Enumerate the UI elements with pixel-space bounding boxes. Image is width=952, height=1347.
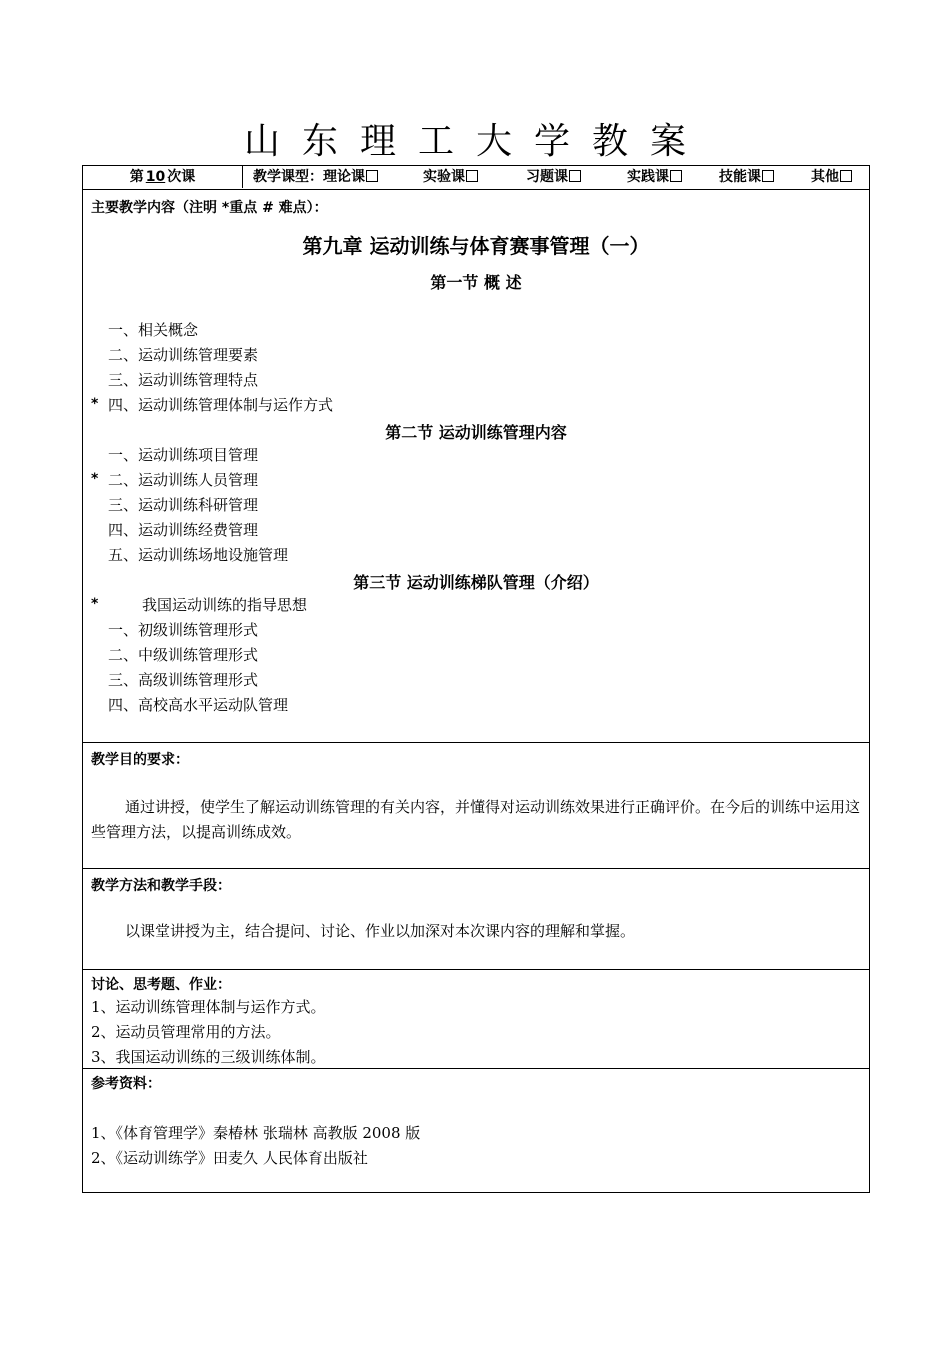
list-item: 一、运动训练项目管理 <box>108 446 259 464</box>
list-item: 二、运动训练人员管理 <box>108 471 259 489</box>
main-content-section <box>83 190 869 743</box>
methods-text: 以课堂讲授为主，结合提问、讨论、作业以加深对本次课内容的理解和掌握。 <box>125 922 636 940</box>
header-row <box>83 166 869 190</box>
option-practice <box>627 166 682 188</box>
chapter-title: 第九章 运动训练与体育赛事管理（一） <box>302 234 650 258</box>
list-item: 三、运动训练科研管理 <box>108 496 259 514</box>
objectives-text: 通过讲授，使学生了解运动训练管理的有关内容，并懂得对运动训练效果进行正确评价。在今后的训练中运用这些管理方法，以提高训练成效。 <box>91 798 861 841</box>
list-item: 二、中级训练管理形式 <box>108 646 259 664</box>
homework-item: 1、运动训练管理体制与运作方式。 <box>91 998 326 1016</box>
list-item: 二、运动训练管理要素 <box>108 346 259 364</box>
reference-item: 2、《运动训练学》田麦久 人民体育出版社 <box>91 1149 368 1167</box>
other-checkbox[interactable] <box>840 170 852 182</box>
option-label: 实验课 <box>423 169 465 185</box>
option-lab <box>423 166 478 188</box>
skill-checkbox[interactable] <box>762 170 774 182</box>
course-type <box>253 166 378 188</box>
lesson-plan-table <box>82 165 870 1193</box>
homework-section <box>83 970 869 1069</box>
practice-checkbox[interactable] <box>670 170 682 182</box>
lesson-number-cell <box>83 166 243 188</box>
homework-item: 3、我国运动训练的三级训练体制。 <box>91 1048 326 1066</box>
option-skill <box>719 166 774 188</box>
option-label: 其他 <box>811 169 839 185</box>
lesson-number: 10 <box>145 169 166 185</box>
objectives-section <box>83 743 869 869</box>
list-item: 四、运动训练经费管理 <box>108 521 259 539</box>
section-title: 第二节 运动训练管理内容 <box>385 423 567 442</box>
lab-checkbox[interactable] <box>466 170 478 182</box>
list-item: 五、运动训练场地设施管理 <box>108 546 289 564</box>
option-label: 技能课 <box>719 169 761 185</box>
references-section <box>83 1069 869 1191</box>
theory-checkbox[interactable] <box>366 170 378 182</box>
objectives-label: 教学目的要求： <box>91 752 189 768</box>
content-label: 主要教学内容（注明 *重点 # 难点）： <box>91 200 328 216</box>
homework-label: 讨论、思考题、作业： <box>91 977 231 993</box>
references-label: 参考资料： <box>91 1076 161 1092</box>
course-type-label: 教学课型：理论课 <box>253 169 365 185</box>
methods-section <box>83 869 869 970</box>
reference-item: 1、《体育管理学》秦椿林 张瑞林 高教版 2008 版 <box>91 1124 421 1142</box>
list-item: 我国运动训练的指导思想 <box>142 596 308 614</box>
list-item: 一、相关概念 <box>108 321 199 339</box>
exercise-checkbox[interactable] <box>569 170 581 182</box>
lesson-prefix: 第 <box>129 169 144 185</box>
list-item: 四、运动训练管理体制与运作方式 <box>108 396 334 414</box>
option-label: 习题课 <box>526 169 568 185</box>
option-label: 实践课 <box>627 169 669 185</box>
section-title: 第一节 概 述 <box>430 273 522 292</box>
homework-item: 2、运动员管理常用的方法。 <box>91 1023 281 1041</box>
list-item: 四、高校高水平运动队管理 <box>108 696 289 714</box>
key-point-mark: * <box>91 596 99 612</box>
lesson-suffix: 次课 <box>167 169 196 185</box>
key-point-mark: * <box>91 471 99 487</box>
option-other <box>811 166 852 188</box>
list-item: 三、高级训练管理形式 <box>108 671 259 689</box>
key-point-mark: * <box>91 396 99 412</box>
option-exercise <box>526 166 581 188</box>
methods-label: 教学方法和教学手段： <box>91 878 231 894</box>
page-title: 山东理工大学教案 <box>243 121 708 162</box>
list-item: 三、运动训练管理特点 <box>108 371 259 389</box>
section-title: 第三节 运动训练梯队管理（介绍） <box>353 573 599 592</box>
list-item: 一、初级训练管理形式 <box>108 621 259 639</box>
